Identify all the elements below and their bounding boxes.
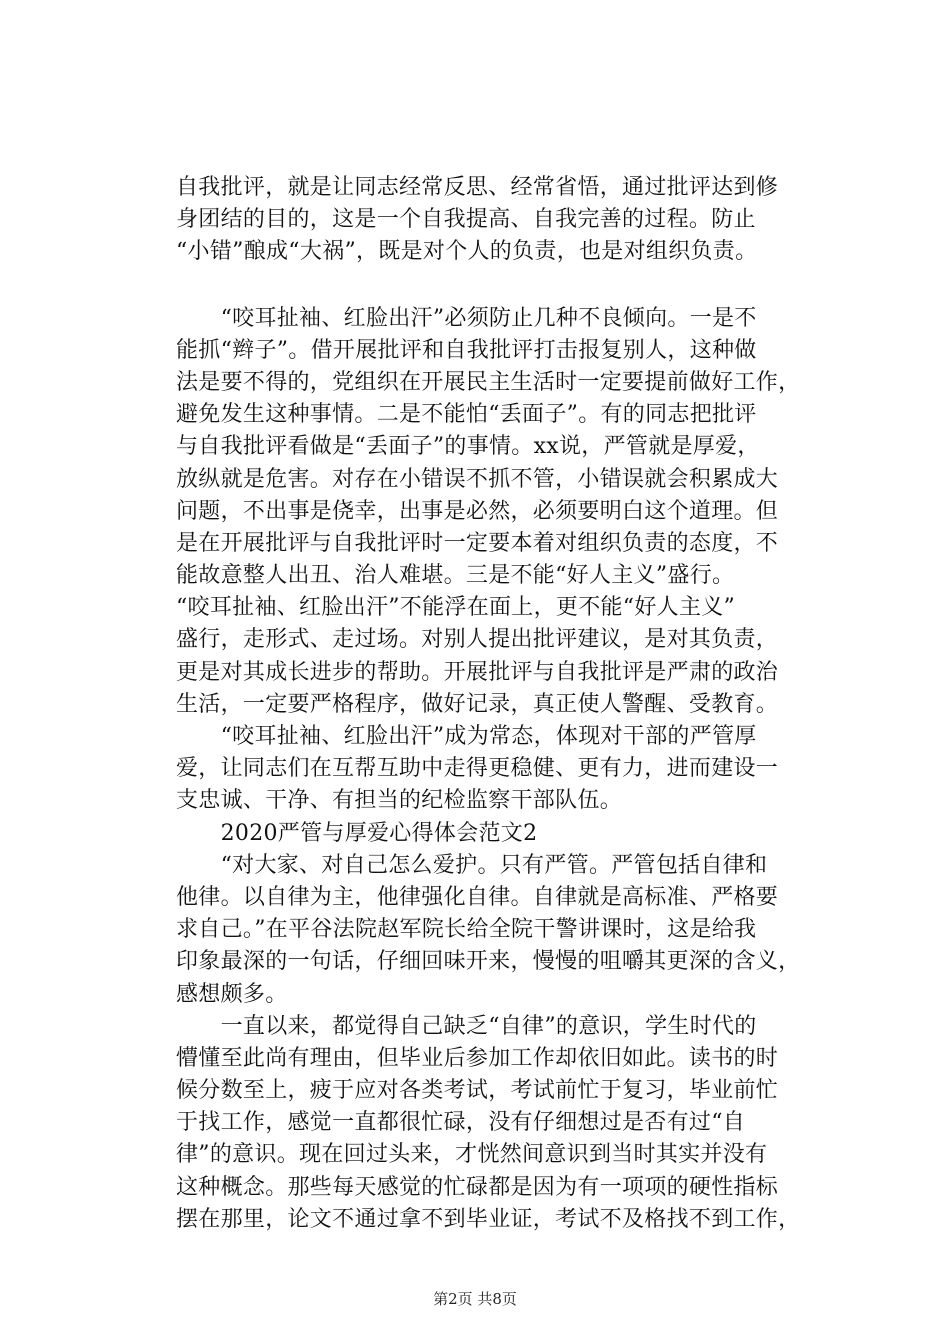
text-line: 候分数至上，疲于应对各类考试，考试前忙于复习，毕业前忙 (176, 1078, 779, 1104)
text-line: “咬耳扯袖、红脸出汗”成为常态，体现对干部的严管厚 (176, 724, 757, 749)
text-line: 一直以来，都觉得自己缺乏“自律”的意识，学生时代的 (176, 1013, 757, 1039)
text-line: 印象最深的一句话，仔细回味开来，慢慢的咀嚼其更深的含义， (176, 949, 801, 975)
page-number-footer: 第2页 共8页 (433, 1290, 517, 1308)
text-line: 避免发生这种事情。二是不能怕“丢面子”。有的同志把批评 (176, 402, 757, 428)
text-line: 身团结的目的，这是一个自我提高、自我完善的过程。防止 (176, 207, 756, 233)
text-line: 摆在那里，论文不通过拿不到毕业证，考试不及格找不到工作， (176, 1206, 801, 1232)
document-body (176, 172, 866, 1236)
text-line: 律”的意识。现在回过头来，才恍然间意识到当时其实并没有 (176, 1142, 768, 1168)
text-line: 放纵就是危害。对存在小错误不抓不管，小错误就会积累成大 (176, 466, 779, 492)
text-line: 生活，一定要严格程序，做好记录，真正使人警醒、受教育。 (176, 691, 779, 717)
text-line: 问题，不出事是侥幸，出事是必然，必须要明白这个道理。但 (176, 498, 779, 524)
text-line: 爱，让同志们在互帮互助中走得更稳健、更有力，进而建设一 (176, 756, 779, 782)
text-line: “小错”酿成“大祸”，既是对个人的负责，也是对组织负责。 (176, 239, 758, 265)
text-line: “咬耳扯袖、红脸出汗”不能浮在面上，更不能“好人主义” (176, 595, 736, 621)
text-line: 他律。以自律为主，他律强化自律。自律就是高标准、严格要 (176, 884, 779, 910)
text-line: 法是要不得的，党组织在开展民主生活时一定要提前做好工作， (176, 369, 801, 395)
text-line: 盛行，走形式、走过场。对别人提出批评建议，是对其负责， (176, 627, 779, 653)
text-line: 是在开展批评与自我批评时一定要本着对组织负责的态度，不 (176, 530, 779, 556)
text-line: 自我批评，就是让同志经常反思、经常省悟，通过批评达到修 (176, 175, 779, 200)
text-line: 更是对其成长进步的帮助。开展批评与自我批评是严肃的政治 (176, 659, 779, 685)
text-line: “对大家、对自己怎么爱护。只有严管。严管包括自律和 (176, 852, 768, 878)
text-line: 能抓“辫子”。借开展批评和自我批评打击报复别人，这种做 (176, 337, 757, 363)
text-line: 支忠诚、干净、有担当的纪检监察干部队伍。 (176, 788, 623, 814)
text-line: “咬耳扯袖、红脸出汗”必须防止几种不良倾向。一是不 (176, 305, 757, 331)
text-line: 懵懂至此尚有理由，但毕业后参加工作却依旧如此。读书的时 (176, 1045, 779, 1071)
text-line: 与自我批评看做是“丢面子”的事情。xx说，严管就是厚爱， (176, 434, 760, 460)
text-line: 于找工作，感觉一直都很忙碌，没有仔细想过是否有过“自 (176, 1110, 746, 1136)
text-line: 感想颇多。 (176, 981, 288, 1007)
section-heading: 2020严管与厚爱心得体会范文2 (176, 820, 538, 846)
text-line: 求自己。”在平谷法院赵军院长给全院干警讲课时，这是给我 (176, 917, 757, 943)
text-line: 这种概念。那些每天感觉的忙碌都是因为有一项项的硬性指标 (176, 1174, 779, 1200)
text-line: 能故意整人出丑、治人难堪。三是不能“好人主义”盛行。 (176, 563, 735, 589)
paragraph-gap (176, 269, 866, 303)
